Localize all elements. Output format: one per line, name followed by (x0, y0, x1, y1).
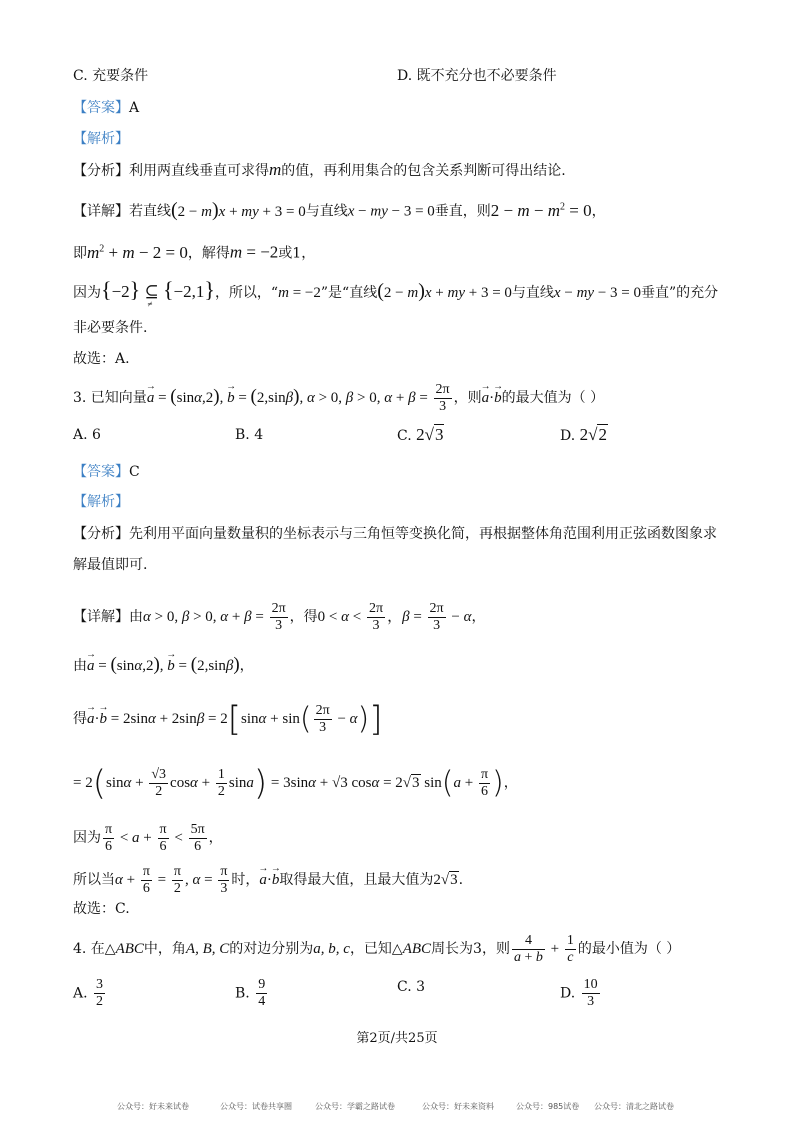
q2-conclusion: 故选：A. (73, 351, 130, 367)
math-3-2: $\frac{3}{2}$ (96, 977, 104, 1009)
text: 即 (73, 245, 87, 262)
math-eq: $2 - m - m^2 = 0$ (490, 200, 592, 220)
q2-detail-line4: 非必要条件. (73, 320, 148, 336)
text: 因为 (73, 829, 101, 846)
math-when: α + $\frac{\pi}{6}$ = $\frac{\pi}{2}$ , α = $\frac{\pi}{3}$ (115, 864, 228, 896)
answer-value: A (129, 100, 140, 116)
text: 垂直，则 (434, 203, 491, 220)
q3-detail-line6: 所以当α + $\frac{\pi}{6}$ = $\frac{\pi}{2}$ , α = $\frac{\pi}{3}$ 时，→ a·→ b取得最大值，且最大值为2√3. (73, 864, 463, 897)
q3-detail-line5: 因为 $\frac{\pi}{6}$ < a + $\frac{\pi}{6}$ < $\frac{5\pi}{6}$ ， (73, 822, 223, 854)
math-angles: A, B, C (185, 940, 230, 957)
math-dot: → a·→ b (482, 390, 502, 406)
q3-fenxi-line2: 解最值即可. (73, 557, 148, 573)
stem-text: ，已知△ (349, 940, 403, 957)
math-m: m (269, 160, 282, 179)
math-expand: → a·→ b = 2sinα + 2sinβ = 2[sinα + sin( $\frac{2\pi}{3}$ − α)] (87, 711, 383, 727)
text: 与直线 (305, 203, 348, 220)
xiangjie-tag: 【详解】 (73, 203, 129, 220)
xiangjie-tag: 【详解】 (73, 608, 129, 625)
answer-value: C (129, 464, 140, 480)
watermark: 公众号：试卷共享圈 (220, 1102, 292, 1111)
fenxi-text: 利用两直线垂直可求得 (129, 163, 269, 179)
q3-detail-line3 (73, 699, 383, 740)
text: 由 (73, 658, 87, 674)
math-cond: α > 0, β > 0, α + β = $\frac{2\pi}{3}$ (143, 601, 286, 633)
math-sides: a, b, c (313, 940, 350, 957)
q3-stem (73, 382, 604, 415)
q2-detail-line1: 【详解】若直线(2 − m)x + my + 3 = 0与直线x − my − 3 = 0垂直，则$2 - m - m^2 = 0$， (73, 198, 606, 221)
math-max: 2√3 (433, 871, 458, 888)
text: 所以当 (73, 871, 115, 888)
stem-text: 的最小值为（ ） (577, 940, 681, 957)
q2-fenxi (73, 160, 566, 181)
q2-option-d: D. 既不充分也不必要条件 (397, 68, 557, 84)
math-9-4: $\frac{9}{4}$ (258, 977, 266, 1009)
math-10-3: $\frac{10}{3}$ (583, 977, 598, 1009)
math-line2: x − my − 3 = 0 (553, 285, 641, 301)
text: 取得最大值，且最大值为 (279, 871, 434, 888)
fenxi-text: 先利用平面向量数量积的坐标表示与三角恒等变换化简，再根据整体角范围利用正弦函数图象求 (129, 526, 717, 542)
watermark: 公众号：好未来试卷 (117, 1102, 189, 1111)
option-label: D. (560, 428, 576, 444)
option-label: D. (560, 985, 576, 1002)
text: 若直线 (129, 203, 171, 220)
text: ，得 (289, 608, 318, 625)
math-dot: → a·→ b (259, 872, 279, 888)
q4-stem (73, 933, 680, 966)
answer-tag: 【答案】 (73, 464, 129, 480)
math-eq: $m^2 + m - 2 = 0$ (87, 242, 188, 262)
stem-text: 中，角 (143, 940, 186, 957)
answer-tag: 【答案】 (73, 100, 129, 116)
math-2sqrt3: 2√3 (416, 425, 444, 444)
text: 垂直”的充分 (640, 285, 719, 301)
stem-text: ，则 (453, 389, 482, 406)
q4-option-c: C. 3 (397, 979, 426, 995)
q3-jiexi-tag: 【解析】 (73, 494, 129, 510)
text: ”是“直线 (320, 285, 378, 301)
q3-detail-line4: = 2(sinα + $\frac{√3}{2}$ cosα + $\frac{1}{2}$ sina) = 3sinα + √3 cosα = 2√3 sin(a + $\frac{\pi}{6}$ )， (73, 763, 518, 804)
option-label: A. (73, 985, 88, 1002)
q4-option-d (560, 977, 602, 1010)
stem-text: 的最大值为（ ） (501, 389, 605, 406)
math-simplify: = 2(sinα + $\frac{√3}{2}$ cosα + $\frac{1}{2}$ sina) = 3sinα + √3 cosα = 2√3 sin(a + $\frac{\pi}{6}$ ) (73, 763, 504, 804)
q3-option-c (397, 425, 444, 446)
q3-detail-line2: 由→ a = (sinα,2), → b = (2,sinβ)， (73, 655, 254, 676)
stem-text: 周长为3，则 (431, 940, 510, 957)
q2-detail-line2 (73, 239, 315, 264)
math-line2: x − my − 3 = 0 (347, 203, 435, 220)
stem-text: 3. 已知向量 (73, 389, 147, 406)
q2-answer (73, 98, 139, 118)
text: 得 (73, 710, 87, 727)
text: 与直线 (511, 285, 554, 301)
q3-conclusion: 故选：C. (73, 901, 130, 917)
math-expr: $\frac{4}{a + b}$ + $\frac{1}{c}$ (513, 933, 574, 965)
text: 或1， (278, 245, 316, 262)
math-line1: (2 − m)x + my + 3 = 0 (171, 198, 306, 221)
q3-option-b: B. 4 (235, 427, 264, 443)
math-vectors: → a = (sinα,2), → b = (2,sinβ) (87, 658, 240, 674)
fenxi-text: 的值，再利用集合的包含关系判断可得出结论. (281, 163, 566, 179)
stem-text: 的对边分别为 (229, 940, 314, 957)
q4-option-b (235, 977, 269, 1010)
watermark: 公众号：清北之路试卷 (594, 1102, 674, 1111)
option-label: C. (397, 428, 412, 444)
watermark: 公众号：985试卷 (516, 1102, 580, 1111)
fenxi-tag: 【分析】 (73, 163, 129, 179)
option-label: B. (235, 985, 250, 1002)
text: 由 (129, 608, 143, 625)
text: ，所以，“ (214, 285, 279, 301)
math-sol: m = −2 (229, 242, 279, 262)
q3-option-d (560, 425, 608, 446)
stem-text: 4. 在△ (73, 940, 116, 957)
text: ，解得 (187, 245, 230, 262)
math-range: 0 < α < $\frac{2\pi}{3}$ ，β = $\frac{2\pi}{3}$ − α (317, 601, 472, 633)
q3-fenxi-line1 (73, 524, 717, 544)
q2-detail-line3 (73, 277, 719, 309)
math-vectors: → a = (sinα,2), → b = (2,sinβ), α > 0, β > 0, α + β = $\frac{2\pi}{3}$ (147, 390, 454, 406)
text: 时， (231, 871, 260, 888)
math-abc: ABC (402, 940, 432, 957)
math-bound: $\frac{\pi}{6}$ < a + $\frac{\pi}{6}$ < $\frac{5\pi}{6}$ (105, 822, 205, 854)
watermark: 公众号：好未来资料 (422, 1102, 494, 1111)
q4-option-a (73, 977, 107, 1010)
page-footer: 第2页/共25页 (356, 1031, 438, 1046)
q3-answer (73, 462, 140, 482)
math-2sqrt2: 2√2 (579, 425, 607, 444)
text: 因为 (73, 285, 101, 301)
watermark: 公众号：学霸之路试卷 (315, 1102, 395, 1111)
math-abc: ABC (115, 940, 144, 957)
q2-jiexi-tag: 【解析】 (73, 131, 129, 147)
q2-option-c: C. 充要条件 (73, 68, 149, 84)
fenxi-tag: 【分析】 (73, 526, 129, 542)
math-sets: {−2} ⊆ ≠ {−2,1} (101, 277, 215, 309)
q3-detail-line1: 【详解】由α > 0, β > 0, α + β = $\frac{2\pi}{3}$ ，得0 < α < $\frac{2\pi}{3}$ ，β = $\frac{2\pi}{3}$ − α， (73, 601, 486, 633)
math-m: m = −2 (278, 285, 321, 301)
math-line1: (2 − m)x + my + 3 = 0 (377, 280, 512, 302)
q3-option-a: A. 6 (73, 427, 101, 443)
